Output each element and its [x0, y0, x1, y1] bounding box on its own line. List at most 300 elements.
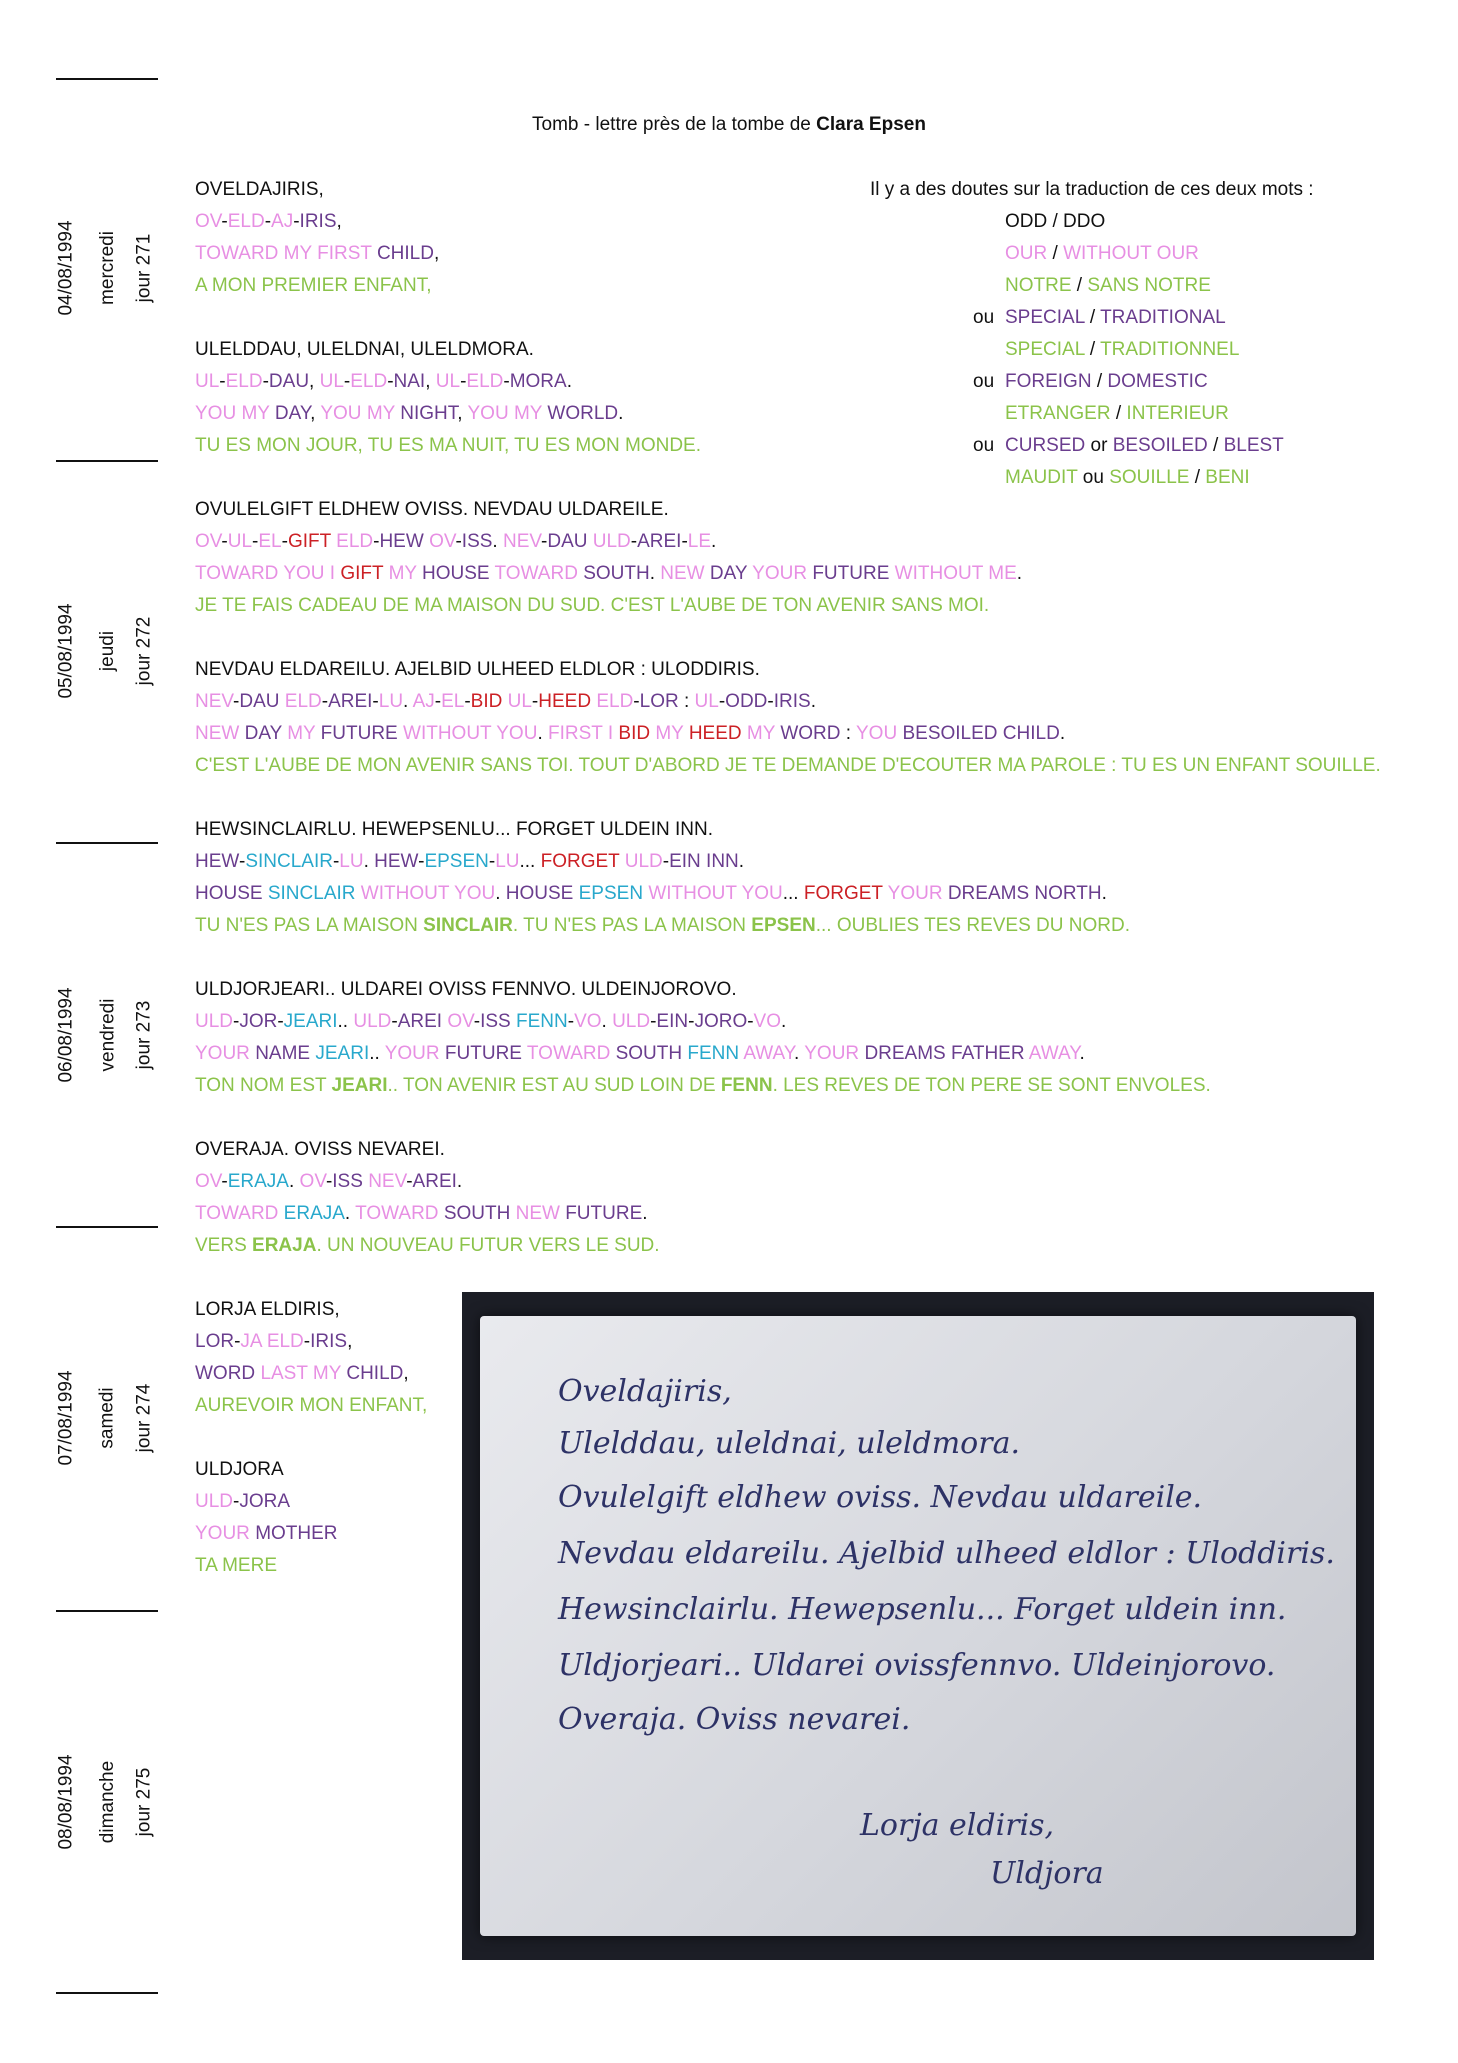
word-segment: -	[460, 371, 467, 392]
note-option-fr: MAUDIT ou SOUILLE / BENI	[1005, 467, 1250, 488]
verse-split	[195, 1330, 352, 1354]
word-segment: -	[406, 1171, 413, 1192]
letter-line: Ulelddau, uleldnai, uleldmora.	[558, 1426, 1020, 1461]
word-segment: -	[747, 1011, 754, 1032]
day-number: jour 275	[133, 1767, 155, 1837]
word-segment: .	[537, 723, 548, 744]
day-number: jour 271	[133, 233, 155, 303]
word-segment: AUREVOIR MON ENFANT,	[195, 1395, 428, 1416]
word-segment: AREI	[637, 531, 682, 552]
word-segment: .	[1059, 723, 1066, 744]
word-segment: ULD	[624, 851, 663, 872]
word-segment: FUTURE	[812, 563, 890, 584]
date: 04/08/1994	[56, 220, 77, 316]
word-segment: -	[473, 1011, 481, 1032]
word-segment: ERAJA	[252, 1235, 317, 1256]
word-segment: -	[418, 851, 425, 872]
verse-original: ULDJORJEARI.. ULDAREI OVISS FENNVO. ULDEINJOROVO.	[195, 979, 737, 1000]
word-segment: MY	[241, 403, 270, 424]
word-segment: YOUR	[887, 883, 943, 904]
word-segment: -	[688, 1011, 695, 1032]
word-segment: ELD	[266, 1331, 304, 1352]
word-segment: -	[221, 531, 228, 552]
word-segment: -	[332, 851, 340, 872]
word-segment: WORD	[195, 1363, 256, 1384]
word-segment: LU	[339, 851, 364, 872]
word-segment: .	[495, 883, 506, 904]
letter-closing: Lorja eldiris,	[860, 1808, 1055, 1843]
word-segment: .	[1016, 563, 1023, 584]
word-segment: NEV	[368, 1171, 407, 1192]
word-segment: ...	[519, 851, 541, 872]
word-segment: OV	[429, 531, 456, 552]
weekday: vendredi	[97, 998, 119, 1072]
word-segment: ,	[347, 1331, 353, 1352]
word-segment: HEW	[374, 851, 419, 872]
weekday: samedi	[97, 1387, 118, 1449]
word-segment: ELD	[596, 691, 634, 712]
word-segment: FATHER	[951, 1043, 1025, 1064]
weekday: dimanche	[97, 1760, 119, 1844]
word-segment: NEV	[195, 691, 234, 712]
word-segment: YOUR	[804, 1043, 860, 1064]
word-segment: .	[403, 691, 413, 712]
verse-english	[195, 402, 623, 426]
word-segment: UL	[435, 371, 461, 392]
word-segment: WITHOUT ME	[894, 563, 1017, 584]
word-segment: TA MERE	[195, 1555, 277, 1576]
word-segment: -	[718, 691, 726, 712]
word-segment: ,	[457, 403, 468, 424]
word-segment: DAY	[274, 403, 311, 424]
word-segment: FUTURE	[565, 1203, 643, 1224]
note-option-en: SPECIAL / TRADITIONAL	[1005, 307, 1226, 328]
word-segment: . LES REVES DE TON PERE SE SONT ENVOLES.	[772, 1075, 1211, 1096]
word-segment: MY	[312, 1363, 342, 1384]
word-segment: HOUSE	[505, 883, 574, 904]
word-segment: -	[372, 691, 379, 712]
verse-original: OVULELGIFT ELDHEW OVISS. NEVDAU ULDAREILE.	[195, 499, 669, 520]
word-segment: -	[262, 371, 269, 392]
word-segment: AWAY	[743, 1043, 795, 1064]
verse-english	[195, 1202, 648, 1226]
word-segment: ISS	[480, 1011, 511, 1032]
word-segment: AREI	[412, 1171, 457, 1192]
word-segment: -	[650, 1011, 657, 1032]
word-segment: -	[767, 691, 774, 712]
word-segment: WORD	[780, 723, 841, 744]
note-option-en: FOREIGN / DOMESTIC	[1005, 371, 1208, 392]
word-segment: .	[1101, 883, 1107, 904]
verse-split	[195, 530, 716, 554]
word-segment: TOWARD	[494, 563, 578, 584]
word-segment: :	[678, 691, 695, 712]
word-segment: -	[662, 851, 670, 872]
word-segment: MY	[388, 563, 417, 584]
weekday: jeudi	[97, 630, 118, 672]
word-segment: EIN	[656, 1011, 689, 1032]
verse-french	[195, 594, 989, 618]
word-segment: GIFT	[340, 563, 384, 584]
verse-french	[195, 1234, 660, 1258]
letter-line: Ovulelgift eldhew oviss. Nevdau uldareile.	[558, 1480, 1203, 1515]
verse-original: HEWSINCLAIRLU. HEWEPSENLU... FORGET ULDEIN INN.	[195, 819, 714, 840]
word-segment: BID	[618, 723, 651, 744]
word-segment: EPSEN	[751, 915, 816, 936]
word-segment: FIRST I	[548, 723, 614, 744]
word-segment: AWAY	[1028, 1043, 1080, 1064]
word-segment: FENN	[720, 1075, 773, 1096]
word-segment: SOUTH	[443, 1203, 511, 1224]
verse-french	[195, 274, 431, 298]
word-segment: FENN	[516, 1011, 568, 1032]
notes-heading: Il y a des doutes sur la traduction de ces deux mots :	[870, 179, 1314, 200]
word-segment: ..	[369, 1043, 385, 1064]
word-segment: HOUSE	[195, 883, 263, 904]
word-segment: YOUR	[195, 1043, 250, 1064]
word-segment: OV	[195, 211, 222, 232]
word-segment: LAST	[260, 1363, 308, 1384]
verse-split	[195, 1170, 462, 1194]
word-segment: YOU	[467, 403, 509, 424]
verse-original: ULDJORA	[195, 1459, 284, 1480]
verse-split	[195, 370, 572, 394]
note-or: ou	[973, 371, 995, 392]
verse-split	[195, 850, 744, 874]
word-segment: EPSEN	[424, 851, 489, 872]
word-segment: NORTH	[1034, 883, 1102, 904]
word-segment: YOU	[195, 403, 237, 424]
word-segment: JORA	[239, 1491, 291, 1512]
word-segment: JOR	[239, 1011, 278, 1032]
notes-words: ODD / DDO	[1005, 211, 1106, 232]
margin-rule	[56, 842, 158, 844]
word-segment: YOUR	[752, 563, 808, 584]
margin-rule	[56, 1610, 158, 1612]
word-segment: TU N'ES PAS LA MAISON	[195, 915, 424, 936]
verse-split	[195, 210, 342, 234]
weekday: mercredi	[97, 231, 118, 305]
word-segment: EIN	[669, 851, 701, 872]
word-segment: WORLD	[547, 403, 619, 424]
word-segment: -	[233, 691, 240, 712]
margin-rule	[56, 1992, 158, 1994]
word-segment: OV	[195, 531, 222, 552]
word-segment: UL	[227, 531, 253, 552]
verse-french	[195, 1074, 1211, 1098]
word-segment: TOWARD YOU I	[195, 563, 336, 584]
word-segment: LOR	[639, 691, 679, 712]
note-option-fr: NOTRE / SANS NOTRE	[1005, 275, 1211, 296]
verse-original: LORJA ELDIRIS,	[195, 1299, 340, 1320]
word-segment: -	[434, 691, 442, 712]
word-segment: JEARI	[315, 1043, 370, 1064]
date: 07/08/1994	[56, 1370, 77, 1466]
word-segment: FENN	[687, 1043, 740, 1064]
word-segment: ELD	[336, 531, 374, 552]
date: 06/08/1994	[56, 987, 77, 1083]
word-segment: -	[531, 691, 539, 712]
word-segment: ISS	[332, 1171, 363, 1192]
word-segment: OV	[195, 1171, 222, 1192]
word-segment: ISS	[461, 531, 493, 552]
word-segment: -	[455, 531, 462, 552]
word-segment: .	[738, 851, 745, 872]
word-segment: . TU N'ES PAS LA MAISON	[512, 915, 752, 936]
verse-french	[195, 434, 701, 458]
word-segment: WITHOUT YOU	[403, 723, 538, 744]
word-segment: ELD	[284, 691, 322, 712]
word-segment: ...	[782, 883, 804, 904]
word-segment: ULD	[612, 1011, 651, 1032]
word-segment: OV	[299, 1171, 326, 1192]
word-segment: HEED	[538, 691, 592, 712]
word-segment: FUTURE	[320, 723, 398, 744]
verse-english	[195, 722, 1065, 746]
word-segment: NEW	[515, 1203, 560, 1224]
word-segment: DREAMS	[947, 883, 1030, 904]
word-segment: -	[303, 1331, 311, 1352]
verse-french	[195, 1554, 277, 1578]
note-option-en: OUR / WITHOUT OUR	[1005, 243, 1199, 264]
word-segment: -	[567, 1011, 575, 1032]
word-segment: -	[264, 211, 272, 232]
word-segment: NIGHT	[400, 403, 458, 424]
word-segment: HOUSE	[422, 563, 490, 584]
word-segment: .	[601, 1011, 613, 1032]
date-block	[52, 920, 172, 1150]
word-segment: IRIS	[773, 691, 811, 712]
word-segment: SINCLAIR	[423, 915, 513, 936]
word-segment: SINCLAIR	[245, 851, 333, 872]
word-segment: DREAMS	[864, 1043, 946, 1064]
word-segment: OV	[447, 1011, 474, 1032]
word-segment: -	[387, 371, 394, 392]
word-segment: FUTURE	[444, 1043, 522, 1064]
verse-french	[195, 754, 1381, 778]
letter-paper	[480, 1316, 1356, 1936]
word-segment: FORGET	[540, 851, 620, 872]
word-segment: ,	[336, 211, 342, 232]
word-segment: TOWARD	[526, 1043, 611, 1064]
word-segment: HEW	[379, 531, 424, 552]
word-segment: EPSEN	[578, 883, 644, 904]
word-segment: JEARI	[331, 1075, 388, 1096]
word-segment: -	[219, 371, 226, 392]
word-segment: VO	[574, 1011, 602, 1032]
note-option-en: CURSED or BESOILED / BLEST	[1005, 435, 1284, 456]
word-segment: INN	[706, 851, 739, 872]
word-segment: .. TON AVENIR EST AU SUD LOIN DE	[387, 1075, 721, 1096]
word-segment: MORA	[509, 371, 567, 392]
word-segment: LE	[687, 531, 712, 552]
note-option-fr: SPECIAL / TRADITIONNEL	[1005, 339, 1240, 360]
word-segment: -	[488, 851, 496, 872]
word-segment: YOUR	[195, 1523, 250, 1544]
word-segment: .	[288, 1171, 300, 1192]
word-segment: CHILD	[376, 243, 434, 264]
word-segment: FORGET	[803, 883, 883, 904]
word-segment: -	[233, 1491, 240, 1512]
word-segment: MY	[366, 403, 395, 424]
word-segment: ,	[433, 243, 440, 264]
word-segment: .	[618, 403, 624, 424]
word-segment: -	[633, 691, 640, 712]
word-segment: GIFT	[287, 531, 331, 552]
word-segment: TU ES MON JOUR, TU ES MA NUIT, TU ES MON MONDE.	[195, 435, 702, 456]
note-option-fr: ETRANGER / INTERIEUR	[1005, 403, 1229, 424]
word-segment: -	[541, 531, 548, 552]
word-segment: -	[221, 1171, 228, 1192]
word-segment: YOU	[320, 403, 362, 424]
verse-split	[195, 1010, 786, 1034]
word-segment: MY	[283, 243, 312, 264]
word-segment: TOWARD	[195, 1203, 279, 1224]
word-segment: VERS	[195, 1235, 253, 1256]
word-segment: AREI	[397, 1011, 443, 1032]
margin-rule	[56, 460, 158, 462]
word-segment: -	[343, 371, 351, 392]
word-segment: -	[681, 531, 688, 552]
word-segment: C'EST L'AUBE DE MON AVENIR SANS TOI. TOUT D'ABORD JE TE DEMANDE D'ECOUTER MA PAROLE : TU ES UN ENFANT SOUILLE.	[195, 755, 1381, 776]
verse-english	[195, 562, 1022, 586]
page-title	[0, 114, 1458, 136]
day-number: jour 273	[133, 1000, 155, 1070]
verse-english	[195, 242, 439, 266]
word-segment: HEED	[688, 723, 742, 744]
word-segment: JA	[240, 1331, 262, 1352]
word-segment: SOUTH	[583, 563, 650, 584]
word-segment: .	[794, 1043, 805, 1064]
word-segment: WITHOUT YOU	[648, 883, 783, 904]
letter-line: Overaja. Oviss nevarei.	[558, 1702, 911, 1737]
word-segment: ULD	[195, 1491, 234, 1512]
word-segment: NEV	[502, 531, 542, 552]
word-segment: LU	[378, 691, 404, 712]
word-segment: VO	[753, 1011, 781, 1032]
margin-rule	[56, 1226, 158, 1228]
word-segment: UL	[507, 691, 532, 712]
word-segment: EL	[258, 531, 282, 552]
date: 08/08/1994	[56, 1754, 77, 1850]
word-segment: MY	[655, 723, 684, 744]
word-segment: :	[840, 723, 856, 744]
word-segment: UL	[694, 691, 719, 712]
word-segment: CHILD	[1002, 723, 1060, 744]
word-segment: LU	[495, 851, 520, 872]
word-segment: -	[503, 371, 510, 392]
word-segment: MOTHER	[255, 1523, 338, 1544]
word-segment: JEARI	[283, 1011, 338, 1032]
word-segment: NEW	[660, 563, 705, 584]
word-segment: .	[649, 563, 661, 584]
verse-french	[195, 914, 1130, 938]
word-segment: -	[233, 1011, 240, 1032]
word-segment: -	[293, 211, 300, 232]
word-segment: -	[221, 211, 228, 232]
word-segment: UL	[319, 371, 344, 392]
word-segment: MY	[746, 723, 776, 744]
word-segment: ,	[425, 371, 436, 392]
date-block	[52, 536, 172, 766]
date-block	[52, 153, 172, 383]
word-segment: ELD	[466, 371, 504, 392]
word-segment: CHILD	[346, 1363, 404, 1384]
word-segment: SOUTH	[615, 1043, 683, 1064]
word-segment: .	[810, 691, 816, 712]
word-segment: -	[234, 1331, 241, 1352]
word-segment: NAI	[393, 371, 426, 392]
word-segment: . UN NOUVEAU FUTUR VERS LE SUD.	[316, 1235, 660, 1256]
word-segment: ELD	[225, 371, 263, 392]
word-segment: MY	[513, 403, 543, 424]
note-or: ou	[973, 307, 995, 328]
word-segment: IRIS	[310, 1331, 348, 1352]
letter-photo	[462, 1292, 1374, 1960]
word-segment: JE TE FAIS CADEAU DE MA MAISON DU SUD. C'EST L'AUBE DE TON AVENIR SANS MOI.	[195, 595, 990, 616]
word-segment: .	[1079, 1043, 1085, 1064]
word-segment: .	[456, 1171, 463, 1192]
word-segment: -	[252, 531, 259, 552]
word-segment: A MON PREMIER ENFANT,	[195, 275, 432, 296]
word-segment: JORO	[694, 1011, 748, 1032]
day-number: jour 272	[133, 616, 155, 686]
word-segment: .	[711, 531, 717, 552]
word-segment: ..	[337, 1011, 354, 1032]
word-segment: -	[464, 691, 471, 712]
word-segment: SINCLAIR	[267, 883, 356, 904]
word-segment: WITHOUT YOU	[360, 883, 496, 904]
word-segment: DAY	[709, 563, 748, 584]
word-segment: UL	[195, 371, 220, 392]
letter-line: Nevdau eldareilu. Ajelbid ulheed eldlor : Uloddiris.	[558, 1536, 1335, 1571]
word-segment: DAU	[547, 531, 588, 552]
letter-signature: Uldjora	[990, 1856, 1104, 1891]
word-segment: IRIS	[299, 211, 337, 232]
word-segment: .	[344, 1203, 356, 1224]
word-segment: ODD	[725, 691, 768, 712]
word-segment: HEW	[195, 851, 239, 872]
word-segment: .	[492, 531, 503, 552]
verse-original: NEVDAU ELDAREILU. AJELBID ULHEED ELDLOR : ULODDIRIS.	[195, 659, 760, 680]
word-segment: AJ	[271, 211, 294, 232]
word-segment: -	[391, 1011, 398, 1032]
word-segment: EL	[441, 691, 465, 712]
letter-line: Hewsinclairlu. Hewepsenlu... Forget uldein inn.	[558, 1592, 1287, 1627]
verse-english	[195, 1042, 1085, 1066]
word-segment: ULD	[353, 1011, 392, 1032]
verse-original: OVELDAJIRIS,	[195, 179, 324, 200]
word-segment: .	[566, 371, 572, 392]
title-prefix: Tomb - lettre près de la tombe de	[532, 114, 811, 135]
word-segment: -	[321, 691, 329, 712]
note-or: ou	[973, 435, 995, 456]
word-segment: BID	[470, 691, 503, 712]
word-segment: MY	[287, 723, 316, 744]
verse-original: ULELDDAU, ULELDNAI, ULELDMORA.	[195, 339, 534, 360]
word-segment: DAU	[268, 371, 310, 392]
margin-rule	[56, 78, 158, 80]
word-segment: -	[277, 1011, 284, 1032]
word-segment: ... OUBLIES TES REVES DU NORD.	[815, 915, 1130, 936]
word-segment: YOUR	[384, 1043, 440, 1064]
word-segment: ,	[403, 1363, 409, 1384]
word-segment: AJ	[412, 691, 435, 712]
word-segment: TOWARD	[355, 1203, 439, 1224]
word-segment: ULD	[195, 1011, 234, 1032]
word-segment: .	[363, 851, 375, 872]
word-segment: ERAJA	[283, 1203, 345, 1224]
